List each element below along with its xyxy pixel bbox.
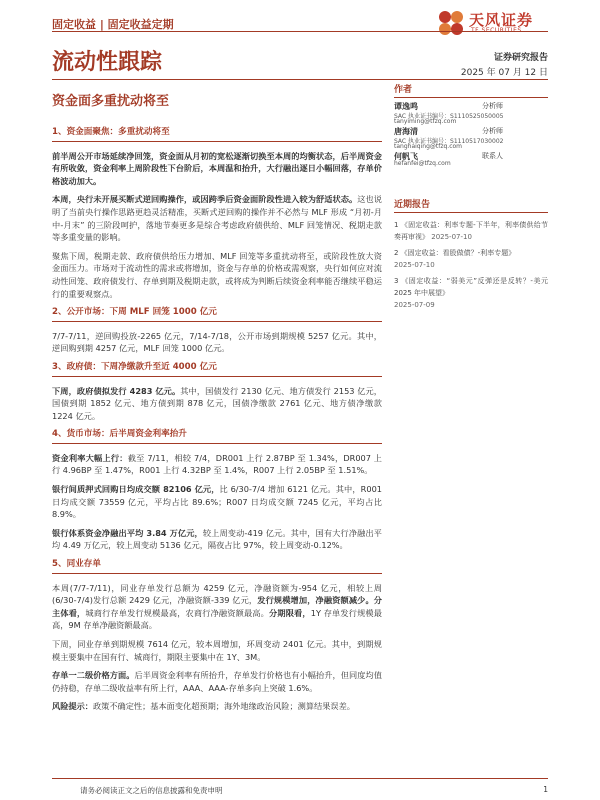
paragraph [52, 452, 382, 477]
footer-rule [52, 778, 548, 779]
risk-warning [52, 700, 382, 713]
recent-report-date: 2025-07-10 [394, 261, 435, 269]
footer-disclaimer: 请务必阅读正文之后的信息披露和免责申明 [80, 786, 223, 795]
page-title: 流动性跟踪 [52, 50, 163, 75]
paragraph [52, 527, 382, 552]
logo-text: 天风证券 [469, 11, 534, 29]
report-date: 2025 年 07 月 12 日 [460, 68, 548, 78]
body-text: 其中，国债发行 2130 亿元、地方债发行 2153 亿元，国债到期 1852 亿元、地方债到期 878 亿元，国债净缴款 2761 亿元、地方债净缴款 1224 亿元。 [52, 385, 382, 421]
body-text: 本周(7/7-7/11)，同业存单发行总额为 4259 亿元，净融资额为-954 亿元，相较上周(6/30-7/4)发行总额 2429 亿元，净融资额-339 亿元， [52, 582, 382, 606]
section-heading: 5、同业存单 [52, 558, 382, 574]
analyst-name: 唐海清 [394, 127, 418, 136]
recent-reports-heading: 近期报告 [394, 195, 548, 213]
bold-text: 下周，政府债拟发行 4283 亿元。 [52, 385, 181, 396]
recent-report-item[interactable] [394, 219, 548, 243]
recent-report-title[interactable]: 2 《固定收益：看股做债？-利率专题》 [394, 249, 516, 257]
analyst-sac: SAC 执业证书编号：S1110517030002 [394, 138, 504, 145]
recent-report-date: 2025-07-10 [431, 233, 472, 241]
paragraph [52, 483, 382, 521]
recent-report-item[interactable] [394, 247, 548, 271]
bold-text: 银行体系资金净融出平均 3.84 万亿元， [52, 527, 203, 538]
analyst-email[interactable]: hefanfei@tfzq.com [394, 160, 451, 167]
analyst-sac: SAC 执业证书编号：S1110525050005 [394, 113, 504, 120]
logo [436, 6, 548, 40]
section-heading: 2、公开市场：下周 MLF 回笼 1000 亿元 [52, 306, 382, 322]
body-text: 政策不确定性；基本面变化超预期；海外地缘政治风险；测算结果误差。 [92, 701, 355, 712]
paragraph: 聚焦下周，税期走款、政府债供给压力增加、MLF 回笼等多重扰动将至，或阶段性放大资金面压力。市场对于流动性的需求或将增加，资金与存单的价格或需观察，央行如何应对流动性回笼、政府债发行、存单到期及税期走款，或将成为判断后续资金利率能否继续平稳运行的重要观察点。 [52, 250, 382, 299]
authors-heading: 作者 [394, 80, 548, 98]
paragraph: 下周，同业存单到期规模 7614 亿元，较本周增加，环周变动 2401 亿元。其中，到期规模主要集中在国有行、城商行，期限主要集中在 1Y、3M。 [52, 639, 382, 662]
recent-reports-list [394, 219, 548, 311]
paragraph [52, 193, 382, 243]
paragraph [52, 150, 382, 188]
body-text: 1Y 存单发行规模最高，9M 存单净融资额最高。 [52, 607, 382, 631]
body-text: 较上周变动-419 亿元。其中，国有大行净融出平均 4.49 万亿元，较上周变动 5136 亿元，隔夜占比 97%，较上周变动-0.12%。 [52, 527, 382, 551]
paragraph [52, 385, 382, 423]
bold-text: 存单一二级价格方面。 [52, 670, 135, 681]
analyst-role: 联系人 [482, 152, 503, 160]
bold-text: 资金利率大幅上行： [52, 452, 128, 463]
bold-text: 银行间质押式回购日均成交额 82106 亿元， [52, 484, 220, 495]
paragraph [52, 669, 382, 694]
header-bar [52, 12, 548, 40]
paragraph [52, 582, 382, 632]
body-text: 截至 7/11，相较 7/4，DR001 上行 2.87BP 至 1.34%，DR007 上行 4.96BP 至 1.47%，R001 上行 4.32BP 至 1.4%，R007 上行 2.05BP 至 1.51%。 [52, 452, 382, 476]
report-category: 固定收益 | 固定收益定期 [52, 18, 174, 31]
paragraph: 7/7-7/11，逆回购投放-2265 亿元，7/14-7/18，公开市场到期规模 5257 亿元。其中，逆回购到期 4257 亿元，MLF 回笼 1000 亿元。 [52, 330, 382, 354]
page-number: 1 [543, 785, 548, 794]
recent-report-item[interactable] [394, 275, 548, 311]
sidebar [394, 80, 548, 315]
analyst-card [394, 126, 548, 148]
recent-report-title[interactable]: 3 《固定收益：“弱美元”反弹还是反转？-美元 2025 年中展望》 [394, 277, 548, 297]
bold-text: 本周，央行未开展买断式逆回购操作，或因跨季后资金面阶段性进入较为舒适状态。 [52, 194, 358, 205]
analyst-role: 分析师 [482, 127, 503, 135]
section-heading: 4、货币市场：后半周资金利率抬升 [52, 428, 382, 444]
body-text: 比 6/30-7/4 增加 6121 亿元。其中，R001 日均成交额 73559 亿元，平均占比 89.6%；R007 日均成交额 7245 亿元，平均占比 8.9%。 [52, 484, 382, 520]
section-heading: 1、资金面聚焦：多重扰动将至 [52, 126, 382, 142]
bold-text: 发行规模增加，净融资额减少。分主体看， [52, 595, 382, 618]
analyst-email[interactable]: tanghaiqing@tfzq.com [394, 143, 463, 150]
body-text: 后半周资金利率有所抬升，存单发行价格也有小幅抬升，但同度均值仍持稳，存单二级收益率有所上行，AAA、AAA-存单多向上突破 1.6%。 [52, 670, 382, 693]
body-text: 城商行存单发行规模最高，农商行净融资额最高。 [85, 607, 269, 618]
recent-report-title[interactable]: 1 《固定收益：利率专题-下半年，利率债供给节奏再审视》 [394, 221, 548, 241]
bold-text: 风险提示： [52, 701, 93, 712]
analyst-name: 谭逸鸣 [394, 102, 418, 111]
body-text: 这也说明了当前央行操作思路更趋灵活精准，买断式逆回购的操作并不必然与 MLF 形成 “月初-月中-月末” 的三阶段呵护，落地节奏更多是综合考虑政府债供给、MLF 回笼情况、税期走款等多重变量的影响。 [52, 194, 382, 243]
analyst-name: 何帆飞 [394, 152, 418, 161]
section-heading: 3、政府债：下周净缴款升至近 4000 亿元 [52, 361, 382, 377]
analyst-email[interactable]: tanyiming@tfzq.com [394, 118, 457, 125]
bold-text: 前半周公开市场延续净回笼，资金面从月初的宽松逐渐切换至本周的均衡状态，后半周资金有所收敛，资金利率上周阶段性下台阶后，本周温和抬升，大行融出逐日小幅回落，存单价格波动加大。 [52, 150, 382, 186]
analyst-card [394, 101, 548, 123]
header-rule [52, 31, 548, 32]
analyst-card [394, 151, 548, 173]
bold-text: 分期限看， [269, 607, 311, 618]
report-type: 证券研究报告 [493, 53, 548, 63]
logo-mark-icon [436, 8, 466, 38]
report-subtitle: 资金面多重扰动将至 [52, 94, 170, 109]
main-content [52, 126, 382, 719]
analyst-role: 分析师 [482, 102, 503, 110]
recent-report-date: 2025-07-09 [394, 301, 435, 309]
